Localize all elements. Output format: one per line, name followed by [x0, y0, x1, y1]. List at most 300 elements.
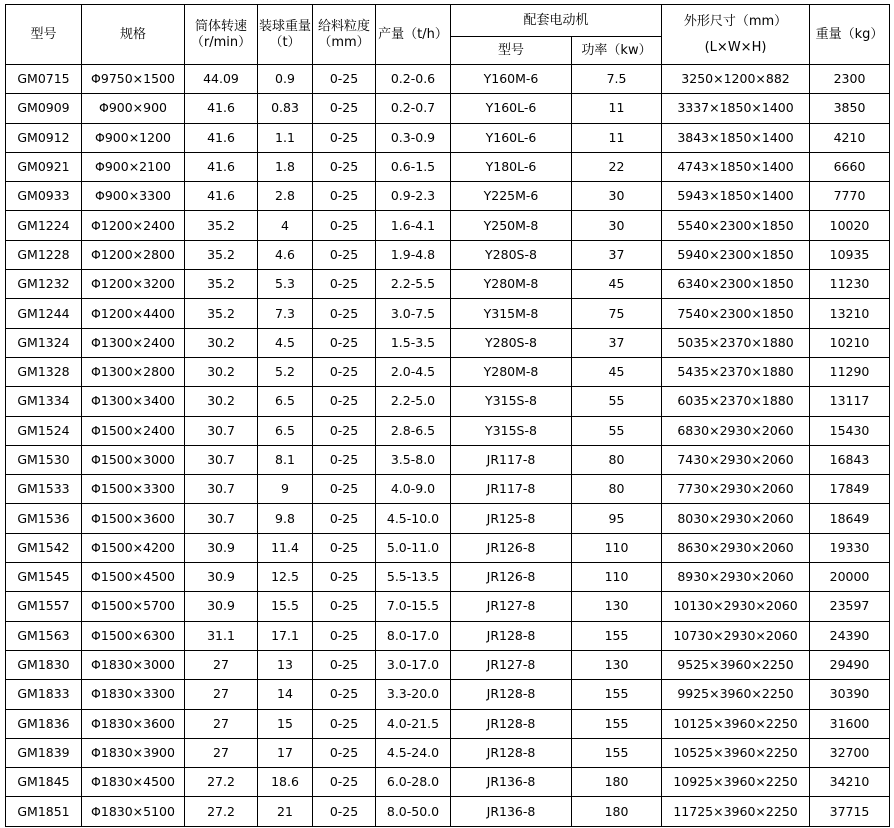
table-row [6, 738, 890, 767]
cell-motor-model: JR128-8 [451, 709, 572, 738]
cell-output: 0.2-0.7 [376, 94, 451, 123]
cell-ball-load: 8.1 [258, 445, 313, 474]
cell-weight: 37715 [810, 797, 890, 826]
table-row [6, 65, 890, 94]
cell-motor-power: 22 [572, 152, 662, 181]
cell-dimensions: 8930×2930×2060 [662, 563, 810, 592]
cell-speed: 41.6 [185, 123, 258, 152]
cell-ball-load: 21 [258, 797, 313, 826]
cell-model: GM1563 [6, 621, 82, 650]
cell-motor-model: JR126-8 [451, 563, 572, 592]
cell-dimensions: 11725×3960×2250 [662, 797, 810, 826]
cell-speed: 31.1 [185, 621, 258, 650]
cell-weight: 18649 [810, 504, 890, 533]
cell-feed-size: 0-25 [313, 387, 376, 416]
cell-speed: 30.9 [185, 563, 258, 592]
table-row [6, 299, 890, 328]
cell-motor-model: Y315S-8 [451, 416, 572, 445]
cell-weight: 34210 [810, 768, 890, 797]
cell-spec: Φ900×2100 [82, 152, 185, 181]
cell-motor-power: 95 [572, 504, 662, 533]
cell-output: 1.5-3.5 [376, 328, 451, 357]
cell-feed-size: 0-25 [313, 299, 376, 328]
cell-spec: Φ1200×2800 [82, 240, 185, 269]
cell-feed-size: 0-25 [313, 797, 376, 826]
cell-output: 3.0-17.0 [376, 650, 451, 679]
table-row [6, 768, 890, 797]
cell-speed: 30.9 [185, 533, 258, 562]
cell-feed-size: 0-25 [313, 240, 376, 269]
cell-model: GM1845 [6, 768, 82, 797]
cell-spec: Φ1500×2400 [82, 416, 185, 445]
cell-model: GM1224 [6, 211, 82, 240]
cell-feed-size: 0-25 [313, 445, 376, 474]
cell-speed: 30.2 [185, 328, 258, 357]
cell-spec: Φ1500×3300 [82, 475, 185, 504]
cell-speed: 35.2 [185, 240, 258, 269]
cell-motor-power: 11 [572, 94, 662, 123]
cell-ball-load: 6.5 [258, 387, 313, 416]
cell-output: 3.3-20.0 [376, 680, 451, 709]
cell-output: 4.5-10.0 [376, 504, 451, 533]
cell-speed: 30.9 [185, 592, 258, 621]
cell-weight: 6660 [810, 152, 890, 181]
cell-motor-model: JR117-8 [451, 445, 572, 474]
cell-ball-load: 1.1 [258, 123, 313, 152]
cell-motor-model: Y160L-6 [451, 94, 572, 123]
cell-ball-load: 4.6 [258, 240, 313, 269]
cell-output: 6.0-28.0 [376, 768, 451, 797]
cell-ball-load: 6.5 [258, 416, 313, 445]
cell-feed-size: 0-25 [313, 357, 376, 386]
table-row [6, 650, 890, 679]
table-row [6, 709, 890, 738]
cell-feed-size: 0-25 [313, 152, 376, 181]
table-row [6, 592, 890, 621]
header-ball-load: 装球重量（t） [258, 5, 313, 65]
cell-dimensions: 5435×2370×1880 [662, 357, 810, 386]
cell-motor-power: 7.5 [572, 65, 662, 94]
table-row [6, 211, 890, 240]
cell-dimensions: 10730×2930×2060 [662, 621, 810, 650]
header-motor-power: 功率（kw） [572, 37, 662, 65]
cell-spec: Φ1200×2400 [82, 211, 185, 240]
cell-spec: Φ1300×3400 [82, 387, 185, 416]
cell-motor-power: 37 [572, 240, 662, 269]
cell-motor-power: 30 [572, 182, 662, 211]
header-feed-size: 给料粒度（mm） [313, 5, 376, 65]
cell-weight: 20000 [810, 563, 890, 592]
cell-speed: 41.6 [185, 152, 258, 181]
cell-speed: 35.2 [185, 211, 258, 240]
cell-ball-load: 12.5 [258, 563, 313, 592]
table-row [6, 240, 890, 269]
cell-motor-model: Y280M-8 [451, 270, 572, 299]
cell-output: 2.2-5.5 [376, 270, 451, 299]
table-row [6, 797, 890, 826]
cell-motor-model: JR127-8 [451, 592, 572, 621]
cell-model: GM1839 [6, 738, 82, 767]
cell-motor-power: 110 [572, 563, 662, 592]
cell-output: 7.0-15.5 [376, 592, 451, 621]
cell-motor-power: 55 [572, 416, 662, 445]
cell-output: 3.0-7.5 [376, 299, 451, 328]
cell-output: 1.9-4.8 [376, 240, 451, 269]
cell-model: GM1324 [6, 328, 82, 357]
cell-speed: 30.2 [185, 357, 258, 386]
cell-spec: Φ1200×3200 [82, 270, 185, 299]
cell-model: GM1833 [6, 680, 82, 709]
cell-dimensions: 5940×2300×1850 [662, 240, 810, 269]
cell-motor-model: Y280M-8 [451, 357, 572, 386]
table-row [6, 416, 890, 445]
cell-motor-model: JR126-8 [451, 533, 572, 562]
cell-motor-power: 30 [572, 211, 662, 240]
cell-speed: 35.2 [185, 299, 258, 328]
cell-model: GM1524 [6, 416, 82, 445]
cell-model: GM1557 [6, 592, 82, 621]
cell-ball-load: 5.3 [258, 270, 313, 299]
cell-model: GM1530 [6, 445, 82, 474]
cell-output: 4.0-9.0 [376, 475, 451, 504]
cell-feed-size: 0-25 [313, 270, 376, 299]
table-row [6, 533, 890, 562]
cell-motor-model: Y160L-6 [451, 123, 572, 152]
cell-speed: 41.6 [185, 182, 258, 211]
header-dimensions-unit: (L×W×H) [704, 39, 767, 55]
cell-speed: 27.2 [185, 768, 258, 797]
cell-weight: 19330 [810, 533, 890, 562]
table-row [6, 270, 890, 299]
cell-weight: 23597 [810, 592, 890, 621]
cell-dimensions: 7430×2930×2060 [662, 445, 810, 474]
cell-output: 4.5-24.0 [376, 738, 451, 767]
cell-speed: 30.7 [185, 475, 258, 504]
cell-dimensions: 8030×2930×2060 [662, 504, 810, 533]
header-speed: 筒体转速（r/min） [185, 5, 258, 65]
cell-output: 0.3-0.9 [376, 123, 451, 152]
cell-dimensions: 7730×2930×2060 [662, 475, 810, 504]
table-row [6, 123, 890, 152]
cell-spec: Φ900×3300 [82, 182, 185, 211]
cell-model: GM0921 [6, 152, 82, 181]
cell-ball-load: 4.5 [258, 328, 313, 357]
cell-model: GM0909 [6, 94, 82, 123]
cell-dimensions: 3843×1850×1400 [662, 123, 810, 152]
cell-feed-size: 0-25 [313, 123, 376, 152]
cell-output: 0.2-0.6 [376, 65, 451, 94]
cell-output: 5.5-13.5 [376, 563, 451, 592]
cell-feed-size: 0-25 [313, 563, 376, 592]
cell-speed: 41.6 [185, 94, 258, 123]
cell-spec: Φ1830×3600 [82, 709, 185, 738]
cell-speed: 27 [185, 709, 258, 738]
cell-ball-load: 7.3 [258, 299, 313, 328]
cell-model: GM0715 [6, 65, 82, 94]
cell-speed: 30.7 [185, 504, 258, 533]
cell-feed-size: 0-25 [313, 416, 376, 445]
cell-dimensions: 4743×1850×1400 [662, 152, 810, 181]
cell-feed-size: 0-25 [313, 592, 376, 621]
cell-feed-size: 0-25 [313, 768, 376, 797]
cell-feed-size: 0-25 [313, 94, 376, 123]
cell-speed: 27 [185, 650, 258, 679]
cell-dimensions: 5035×2370×1880 [662, 328, 810, 357]
cell-ball-load: 17 [258, 738, 313, 767]
cell-model: GM1228 [6, 240, 82, 269]
cell-model: GM1542 [6, 533, 82, 562]
cell-dimensions: 10925×3960×2250 [662, 768, 810, 797]
cell-output: 8.0-17.0 [376, 621, 451, 650]
table-row [6, 504, 890, 533]
cell-spec: Φ1500×4500 [82, 563, 185, 592]
cell-output: 2.2-5.0 [376, 387, 451, 416]
header-dimensions-label: 外形尺寸（mm） [683, 13, 788, 29]
cell-model: GM1851 [6, 797, 82, 826]
cell-motor-model: Y315M-8 [451, 299, 572, 328]
cell-motor-power: 55 [572, 387, 662, 416]
cell-motor-power: 80 [572, 445, 662, 474]
table-row [6, 445, 890, 474]
cell-motor-power: 110 [572, 533, 662, 562]
cell-weight: 2300 [810, 65, 890, 94]
cell-weight: 3850 [810, 94, 890, 123]
cell-spec: Φ1830×3000 [82, 650, 185, 679]
cell-feed-size: 0-25 [313, 182, 376, 211]
table-row [6, 563, 890, 592]
cell-motor-model: Y280S-8 [451, 328, 572, 357]
cell-feed-size: 0-25 [313, 650, 376, 679]
cell-output: 0.6-1.5 [376, 152, 451, 181]
cell-motor-power: 155 [572, 738, 662, 767]
cell-spec: Φ900×1200 [82, 123, 185, 152]
cell-spec: Φ1830×5100 [82, 797, 185, 826]
cell-model: GM1334 [6, 387, 82, 416]
cell-dimensions: 6830×2930×2060 [662, 416, 810, 445]
cell-motor-power: 130 [572, 650, 662, 679]
cell-output: 2.8-6.5 [376, 416, 451, 445]
cell-feed-size: 0-25 [313, 621, 376, 650]
cell-speed: 30.2 [185, 387, 258, 416]
cell-motor-model: JR136-8 [451, 768, 572, 797]
cell-ball-load: 4 [258, 211, 313, 240]
cell-dimensions: 5943×1850×1400 [662, 182, 810, 211]
cell-weight: 7770 [810, 182, 890, 211]
cell-motor-power: 75 [572, 299, 662, 328]
cell-motor-power: 155 [572, 709, 662, 738]
cell-motor-model: JR117-8 [451, 475, 572, 504]
cell-spec: Φ1500×6300 [82, 621, 185, 650]
cell-speed: 27 [185, 680, 258, 709]
table-body [6, 65, 890, 827]
cell-spec: Φ1300×2800 [82, 357, 185, 386]
table-row [6, 621, 890, 650]
cell-motor-model: JR136-8 [451, 797, 572, 826]
cell-motor-power: 180 [572, 768, 662, 797]
cell-weight: 4210 [810, 123, 890, 152]
cell-ball-load: 1.8 [258, 152, 313, 181]
header-model: 型号 [6, 5, 82, 65]
cell-weight: 31600 [810, 709, 890, 738]
cell-ball-load: 14 [258, 680, 313, 709]
table-row [6, 182, 890, 211]
cell-motor-power: 80 [572, 475, 662, 504]
header-weight: 重量（kg） [810, 5, 890, 65]
cell-ball-load: 11.4 [258, 533, 313, 562]
cell-dimensions: 5540×2300×1850 [662, 211, 810, 240]
cell-weight: 10020 [810, 211, 890, 240]
cell-ball-load: 17.1 [258, 621, 313, 650]
table-header [6, 5, 890, 65]
cell-feed-size: 0-25 [313, 65, 376, 94]
cell-spec: Φ1830×4500 [82, 768, 185, 797]
cell-speed: 27.2 [185, 797, 258, 826]
table-row [6, 475, 890, 504]
header-motor-model: 型号 [451, 37, 572, 65]
cell-dimensions: 6035×2370×1880 [662, 387, 810, 416]
cell-feed-size: 0-25 [313, 680, 376, 709]
cell-spec: Φ1830×3900 [82, 738, 185, 767]
header-spec: 规格 [82, 5, 185, 65]
ball-mill-spec-table [5, 4, 890, 827]
cell-model: GM1533 [6, 475, 82, 504]
table-row [6, 152, 890, 181]
cell-feed-size: 0-25 [313, 504, 376, 533]
cell-dimensions: 9525×3960×2250 [662, 650, 810, 679]
table-row [6, 328, 890, 357]
cell-weight: 17849 [810, 475, 890, 504]
cell-ball-load: 0.9 [258, 65, 313, 94]
cell-motor-model: Y160M-6 [451, 65, 572, 94]
cell-motor-model: Y250M-8 [451, 211, 572, 240]
cell-output: 5.0-11.0 [376, 533, 451, 562]
table-row [6, 94, 890, 123]
cell-ball-load: 18.6 [258, 768, 313, 797]
cell-ball-load: 15 [258, 709, 313, 738]
cell-spec: Φ900×900 [82, 94, 185, 123]
cell-motor-model: JR128-8 [451, 680, 572, 709]
cell-model: GM0912 [6, 123, 82, 152]
cell-feed-size: 0-25 [313, 211, 376, 240]
cell-weight: 29490 [810, 650, 890, 679]
cell-feed-size: 0-25 [313, 738, 376, 767]
cell-speed: 27 [185, 738, 258, 767]
cell-weight: 24390 [810, 621, 890, 650]
cell-weight: 15430 [810, 416, 890, 445]
header-output: 产量（t/h） [376, 5, 451, 65]
cell-spec: Φ1500×4200 [82, 533, 185, 562]
cell-motor-power: 155 [572, 621, 662, 650]
cell-weight: 10935 [810, 240, 890, 269]
cell-feed-size: 0-25 [313, 328, 376, 357]
cell-speed: 30.7 [185, 445, 258, 474]
cell-motor-model: JR128-8 [451, 738, 572, 767]
cell-motor-power: 155 [572, 680, 662, 709]
cell-output: 0.9-2.3 [376, 182, 451, 211]
cell-feed-size: 0-25 [313, 475, 376, 504]
cell-model: GM1244 [6, 299, 82, 328]
cell-spec: Φ1500×3600 [82, 504, 185, 533]
cell-model: GM1232 [6, 270, 82, 299]
cell-weight: 32700 [810, 738, 890, 767]
cell-ball-load: 9 [258, 475, 313, 504]
cell-motor-power: 130 [572, 592, 662, 621]
table-row [6, 680, 890, 709]
cell-dimensions: 10130×2930×2060 [662, 592, 810, 621]
cell-motor-power: 180 [572, 797, 662, 826]
cell-dimensions: 3337×1850×1400 [662, 94, 810, 123]
cell-dimensions: 3250×1200×882 [662, 65, 810, 94]
cell-weight: 11290 [810, 357, 890, 386]
cell-motor-power: 45 [572, 357, 662, 386]
cell-weight: 13210 [810, 299, 890, 328]
cell-ball-load: 5.2 [258, 357, 313, 386]
cell-motor-model: JR127-8 [451, 650, 572, 679]
header-motor-group: 配套电动机 [451, 5, 662, 37]
cell-model: GM0933 [6, 182, 82, 211]
cell-motor-model: Y180L-6 [451, 152, 572, 181]
cell-ball-load: 9.8 [258, 504, 313, 533]
cell-ball-load: 15.5 [258, 592, 313, 621]
cell-weight: 30390 [810, 680, 890, 709]
cell-ball-load: 0.83 [258, 94, 313, 123]
cell-feed-size: 0-25 [313, 709, 376, 738]
cell-speed: 30.7 [185, 416, 258, 445]
cell-weight: 10210 [810, 328, 890, 357]
cell-weight: 16843 [810, 445, 890, 474]
cell-spec: Φ9750×1500 [82, 65, 185, 94]
cell-feed-size: 0-25 [313, 533, 376, 562]
cell-spec: Φ1500×3000 [82, 445, 185, 474]
cell-motor-power: 45 [572, 270, 662, 299]
cell-output: 2.0-4.5 [376, 357, 451, 386]
cell-dimensions: 8630×2930×2060 [662, 533, 810, 562]
cell-ball-load: 2.8 [258, 182, 313, 211]
cell-output: 8.0-50.0 [376, 797, 451, 826]
cell-motor-power: 11 [572, 123, 662, 152]
cell-output: 1.6-4.1 [376, 211, 451, 240]
cell-dimensions: 7540×2300×1850 [662, 299, 810, 328]
cell-dimensions: 10525×3960×2250 [662, 738, 810, 767]
cell-model: GM1536 [6, 504, 82, 533]
cell-speed: 35.2 [185, 270, 258, 299]
cell-spec: Φ1300×2400 [82, 328, 185, 357]
header-dimensions [662, 5, 810, 65]
cell-spec: Φ1830×3300 [82, 680, 185, 709]
cell-motor-model: Y280S-8 [451, 240, 572, 269]
cell-output: 3.5-8.0 [376, 445, 451, 474]
cell-model: GM1545 [6, 563, 82, 592]
table-row [6, 387, 890, 416]
cell-motor-model: JR125-8 [451, 504, 572, 533]
table-row [6, 357, 890, 386]
cell-weight: 13117 [810, 387, 890, 416]
cell-model: GM1830 [6, 650, 82, 679]
cell-spec: Φ1200×4400 [82, 299, 185, 328]
cell-output: 4.0-21.5 [376, 709, 451, 738]
cell-motor-model: Y315S-8 [451, 387, 572, 416]
cell-dimensions: 9925×3960×2250 [662, 680, 810, 709]
cell-motor-power: 37 [572, 328, 662, 357]
cell-speed: 44.09 [185, 65, 258, 94]
cell-dimensions: 6340×2300×1850 [662, 270, 810, 299]
cell-model: GM1836 [6, 709, 82, 738]
cell-ball-load: 13 [258, 650, 313, 679]
cell-weight: 11230 [810, 270, 890, 299]
cell-model: GM1328 [6, 357, 82, 386]
cell-dimensions: 10125×3960×2250 [662, 709, 810, 738]
cell-motor-model: JR128-8 [451, 621, 572, 650]
